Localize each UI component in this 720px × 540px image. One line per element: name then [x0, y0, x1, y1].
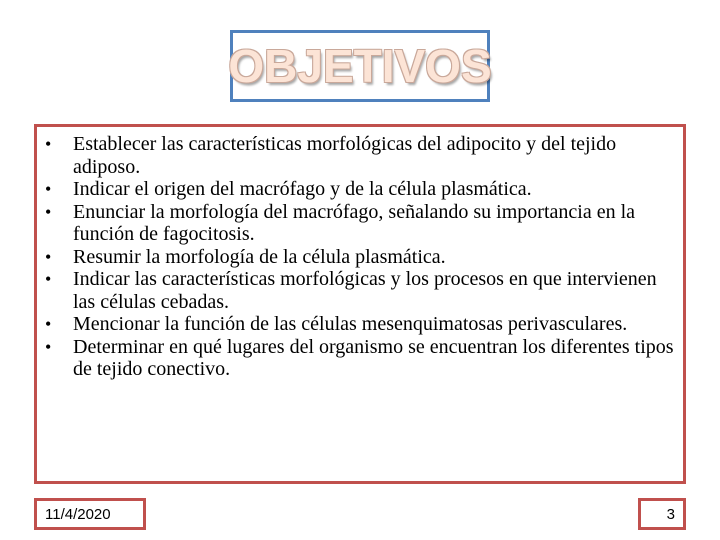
list-item-text: Mencionar la función de las células mesenquimatosas perivasculares.: [73, 313, 628, 335]
bullet-icon: •: [45, 269, 52, 289]
list-item-text: Enunciar la morfología del macrófago, señalando su importancia en la función de fagocitosis.: [73, 200, 636, 245]
bullet-icon: •: [45, 179, 52, 199]
list-item: [37, 178, 683, 201]
bullet-icon: •: [45, 201, 52, 222]
list-item: [37, 246, 683, 269]
list-item-text: Indicar las características morfológicas y los procesos en que intervienen las células cebadas.: [73, 268, 657, 313]
list-item-text: Determinar en qué lugares del organismo se encuentran los diferentes tipos de tejido conectivo.: [73, 335, 674, 380]
list-item-text: Establecer las características morfológicas del adipocito y del tejido adiposo.: [73, 133, 617, 178]
list-item: [37, 313, 683, 336]
footer-page-number: [638, 498, 686, 530]
date-text: 11/4/2020: [45, 505, 111, 523]
list-item: [37, 336, 683, 381]
title-box: [230, 30, 490, 102]
footer-date: [34, 498, 146, 530]
slide-title: OBJETIVOS: [228, 40, 492, 92]
bullet-icon: •: [45, 246, 52, 267]
list-item-text: Indicar el origen del macrófago y de la célula plasmática.: [73, 178, 532, 200]
objectives-box: [34, 124, 686, 484]
bullet-icon: •: [45, 336, 52, 357]
objectives-list: [37, 127, 683, 381]
bullet-icon: •: [45, 314, 52, 334]
bullet-icon: •: [45, 134, 52, 154]
list-item-text: Resumir la morfología de la célula plasmática.: [73, 245, 446, 268]
page-number-text: 3: [666, 505, 675, 523]
list-item: [37, 133, 683, 178]
list-item: [37, 268, 683, 313]
list-item: [37, 201, 683, 246]
